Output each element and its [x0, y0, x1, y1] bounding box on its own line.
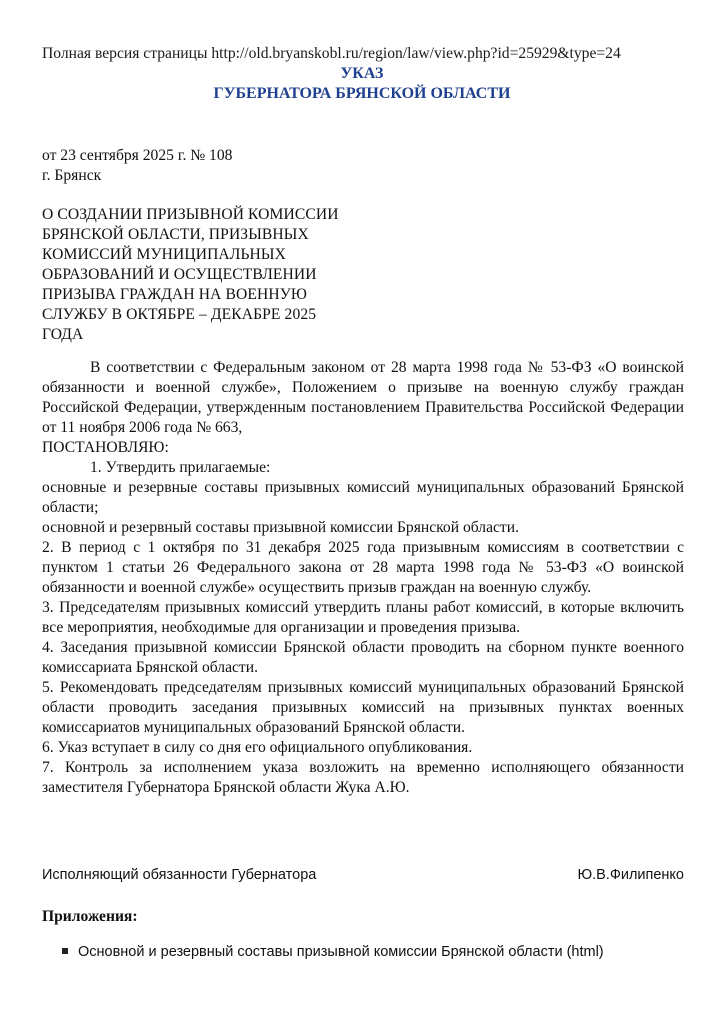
- heading-line: ОБРАЗОВАНИЙ И ОСУЩЕСТВЛЕНИИ: [42, 266, 317, 283]
- heading-line: ГОДА: [42, 326, 84, 343]
- heading-line: БРЯНСКОЙ ОБЛАСТИ, ПРИЗЫВНЫХ: [42, 226, 309, 243]
- attachments-list: [62, 942, 702, 962]
- signatory-name: Ю.В.Филипенко: [577, 867, 684, 883]
- decree-body: [42, 358, 684, 798]
- heading-line: КОМИССИЙ МУНИЦИПАЛЬНЫХ: [42, 246, 286, 263]
- decree-title: УКАЗ: [340, 65, 384, 82]
- attachment-item[interactable]: [62, 942, 702, 962]
- item-1a: основные и резервные составы призывных комиссий муниципальных образований Брянской области;: [42, 479, 684, 516]
- decree-date-number: от 23 сентября 2025 г. № 108: [42, 147, 233, 164]
- source-url-line: Полная версия страницы http://old.bryanskobl.ru/region/law/view.php?id=25929&type=24: [42, 45, 621, 62]
- item-6: 6. Указ вступает в силу со дня его официального опубликования.: [42, 739, 473, 756]
- preamble-paragraph: В соответствии с Федеральным законом от 28 марта 1998 года № 53-ФЗ «О воинской обязанности и военной службе», Положением о призыве на военную службу граждан Российской Федерации, утвержденным постановлением Правительства Российской Федерации от 11 ноября 2006 года № 663,: [42, 359, 684, 436]
- heading-line: СЛУЖБУ В ОКТЯБРЕ – ДЕКАБРЕ 2025: [42, 306, 317, 323]
- decree-issuer: ГУБЕРНАТОРА БРЯНСКОЙ ОБЛАСТИ: [213, 85, 511, 102]
- attachment-link[interactable]: Основной и резервный составы призывной комиссии Брянской области (html): [78, 944, 604, 960]
- item-2: 2. В период с 1 октября по 31 декабря 2025 года призывным комиссиям в соответствии с пунктом 1 статьи 26 Федерального закона от 28 марта 1998 года № 53-ФЗ «О воинской обязанности и военной службе» осуществить призыв граждан на военную службу.: [42, 539, 684, 596]
- attachments-title: Приложения:: [42, 908, 138, 925]
- decree-heading: [42, 205, 362, 345]
- square-bullet-icon: [62, 948, 68, 954]
- item-4: 4. Заседания призывной комиссии Брянской области проводить на сборном пункте военного комиссариата Брянской области.: [42, 639, 684, 676]
- heading-line: ПРИЗЫВА ГРАЖДАН НА ВОЕННУЮ: [42, 286, 307, 303]
- item-1b: основной и резервный составы призывной комиссии Брянской области.: [42, 519, 519, 536]
- decree-city: г. Брянск: [42, 167, 102, 184]
- item-1: 1. Утвердить прилагаемые:: [90, 459, 271, 476]
- decree-keyword: ПОСТАНОВЛЯЮ:: [42, 439, 169, 456]
- heading-line: О СОЗДАНИИ ПРИЗЫВНОЙ КОМИССИИ: [42, 206, 339, 223]
- item-7: 7. Контроль за исполнением указа возложить на временно исполняющего обязанности заместителя Губернатора Брянской области Жука А.Ю.: [42, 759, 684, 796]
- signatory-position: Исполняющий обязанности Губернатора: [42, 867, 317, 883]
- item-5: 5. Рекомендовать председателям призывных комиссий муниципальных образований Брянской области проводить заседания призывных комиссий на призывных пунктах военных комиссариатов муниципальных образований Брянской области.: [42, 679, 684, 736]
- decree-meta: [42, 146, 682, 186]
- item-3: 3. Председателям призывных комиссий утвердить планы работ комиссий, в которые включить все мероприятия, необходимые для организации и проведения призыва.: [42, 599, 684, 636]
